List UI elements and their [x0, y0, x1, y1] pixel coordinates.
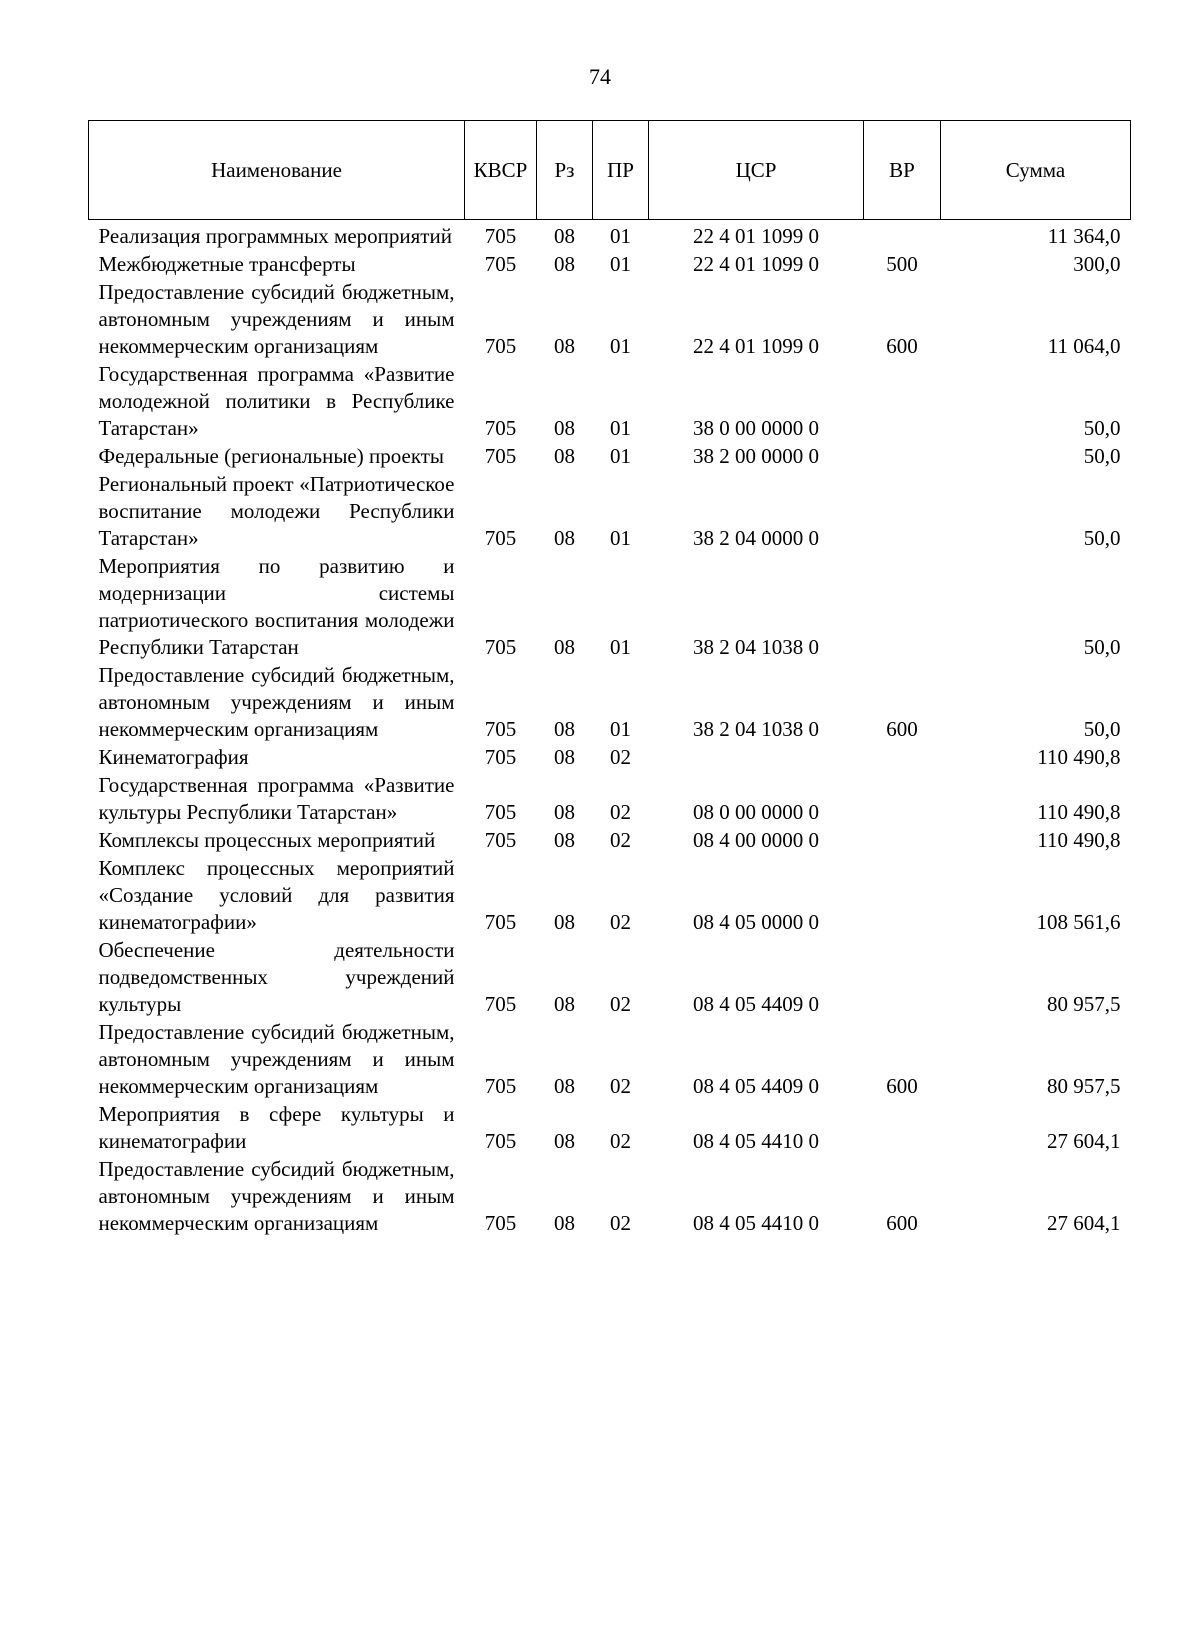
cell-rz: 08 — [554, 1074, 575, 1098]
cell-name: Мероприятия по развитию и модернизации системы патриотического воспитания молодежи Республики Татарстан — [98, 554, 455, 659]
table-row — [89, 937, 1131, 1019]
table-row — [89, 251, 1131, 279]
header-name: Наименование — [89, 121, 465, 220]
cell-pr: 01 — [610, 252, 631, 276]
cell-kvsr: 705 — [484, 1129, 517, 1153]
cell-sum: 27 604,1 — [1047, 1129, 1121, 1153]
table-row — [89, 553, 1131, 662]
cell-name: Комплексы процессных мероприятий — [98, 828, 436, 852]
header-row — [89, 121, 1131, 220]
cell-csr: 08 4 00 0000 0 — [693, 828, 819, 852]
cell-csr: 38 2 04 1038 0 — [693, 717, 819, 741]
cell-vr: 600 — [886, 334, 918, 358]
cell-pr: 02 — [610, 910, 631, 934]
cell-vr — [864, 937, 941, 1019]
cell-name: Предоставление субсидий бюджетным, автономным учреждениям и иным некоммерческим организациям — [98, 1157, 455, 1235]
cell-vr — [864, 361, 941, 443]
cell-sum: 110 490,8 — [1037, 745, 1121, 769]
cell-csr: 08 4 05 0000 0 — [693, 910, 819, 934]
cell-name: Предоставление субсидий бюджетным, автономным учреждениям и иным некоммерческим организациям — [98, 1020, 455, 1098]
cell-pr: 01 — [610, 717, 631, 741]
cell-name: Кинематография — [98, 745, 249, 769]
cell-name: Комплекс процессных мероприятий «Создание условий для развития кинематографии» — [98, 856, 455, 934]
header-pr: ПР — [593, 121, 649, 220]
cell-rz: 08 — [554, 745, 575, 769]
cell-pr: 01 — [610, 334, 631, 358]
cell-csr: 38 0 00 0000 0 — [693, 416, 819, 440]
cell-csr: 38 2 04 0000 0 — [693, 526, 819, 550]
cell-sum: 110 490,8 — [1037, 828, 1121, 852]
table-row — [89, 1156, 1131, 1238]
cell-name: Федеральные (региональные) проекты — [98, 444, 445, 468]
cell-rz: 08 — [554, 717, 575, 741]
cell-pr: 01 — [610, 526, 631, 550]
header-rz: Рз — [537, 121, 593, 220]
cell-vr — [864, 220, 941, 252]
cell-csr: 22 4 01 1099 0 — [693, 334, 819, 358]
header-kvsr: КВСР — [465, 121, 537, 220]
cell-csr: 08 0 00 0000 0 — [693, 800, 819, 824]
cell-csr: 08 4 05 4410 0 — [693, 1211, 819, 1235]
cell-kvsr: 705 — [484, 444, 517, 468]
cell-vr — [864, 471, 941, 553]
cell-pr: 01 — [610, 635, 631, 659]
cell-name: Государственная программа «Развитие культуры Республики Татарстан» — [98, 773, 455, 824]
cell-sum: 110 490,8 — [1037, 800, 1121, 824]
cell-csr: 38 2 04 1038 0 — [693, 635, 819, 659]
cell-kvsr: 705 — [484, 334, 517, 358]
cell-vr — [864, 855, 941, 937]
cell-kvsr: 705 — [484, 526, 517, 550]
cell-rz: 08 — [554, 828, 575, 852]
cell-sum: 11 364,0 — [1047, 224, 1121, 248]
cell-name: Межбюджетные трансферты — [98, 252, 356, 276]
cell-sum: 80 957,5 — [1047, 992, 1121, 1016]
table-row — [89, 662, 1131, 744]
cell-csr: 08 4 05 4409 0 — [693, 992, 819, 1016]
cell-kvsr: 705 — [484, 1211, 517, 1235]
cell-kvsr: 705 — [484, 252, 517, 276]
cell-rz: 08 — [554, 224, 575, 248]
cell-sum: 11 064,0 — [1047, 334, 1121, 358]
cell-sum: 27 604,1 — [1047, 1211, 1121, 1235]
cell-pr: 02 — [610, 800, 631, 824]
cell-vr: 500 — [886, 252, 918, 276]
cell-vr — [864, 827, 941, 855]
cell-kvsr: 705 — [484, 745, 517, 769]
cell-kvsr: 705 — [484, 992, 517, 1016]
cell-pr: 02 — [610, 992, 631, 1016]
cell-rz: 08 — [554, 526, 575, 550]
cell-vr — [864, 744, 941, 772]
table-row — [89, 1101, 1131, 1156]
cell-sum: 300,0 — [1073, 252, 1121, 276]
table-row — [89, 443, 1131, 471]
cell-kvsr: 705 — [484, 416, 517, 440]
cell-pr: 02 — [610, 1074, 631, 1098]
cell-sum: 108 561,6 — [1036, 910, 1121, 934]
cell-name: Предоставление субсидий бюджетным, автономным учреждениям и иным некоммерческим организациям — [98, 280, 455, 358]
cell-csr: 08 4 05 4410 0 — [693, 1129, 819, 1153]
header-csr: ЦСР — [649, 121, 864, 220]
cell-sum: 80 957,5 — [1047, 1074, 1121, 1098]
cell-sum: 50,0 — [1083, 717, 1121, 741]
cell-rz: 08 — [554, 635, 575, 659]
cell-csr: 22 4 01 1099 0 — [693, 224, 819, 248]
cell-rz: 08 — [554, 334, 575, 358]
cell-pr: 02 — [610, 828, 631, 852]
cell-pr: 02 — [610, 745, 631, 769]
cell-csr — [649, 744, 864, 772]
cell-rz: 08 — [554, 992, 575, 1016]
cell-kvsr: 705 — [484, 224, 517, 248]
cell-kvsr: 705 — [484, 910, 517, 934]
cell-vr — [864, 443, 941, 471]
cell-pr: 02 — [610, 1129, 631, 1153]
table-row — [89, 855, 1131, 937]
cell-kvsr: 705 — [484, 635, 517, 659]
table-row — [89, 220, 1131, 252]
cell-rz: 08 — [554, 800, 575, 824]
cell-sum: 50,0 — [1083, 444, 1121, 468]
table-header — [89, 121, 1131, 220]
cell-kvsr: 705 — [484, 800, 517, 824]
cell-sum: 50,0 — [1083, 526, 1121, 550]
cell-vr — [864, 772, 941, 827]
cell-pr: 01 — [610, 444, 631, 468]
cell-sum: 50,0 — [1083, 416, 1121, 440]
table-row — [89, 827, 1131, 855]
cell-kvsr: 705 — [484, 717, 517, 741]
budget-table — [88, 120, 1131, 1238]
cell-sum: 50,0 — [1083, 635, 1121, 659]
page-number: 74 — [589, 64, 611, 89]
cell-name: Предоставление субсидий бюджетным, автономным учреждениям и иным некоммерческим организациям — [98, 663, 455, 741]
header-sum: Сумма — [941, 121, 1131, 220]
cell-pr: 01 — [610, 416, 631, 440]
cell-name: Реализация программных мероприятий — [98, 224, 452, 248]
cell-rz: 08 — [554, 1211, 575, 1235]
table-row — [89, 471, 1131, 553]
cell-vr: 600 — [886, 1211, 918, 1235]
table-row — [89, 744, 1131, 772]
cell-csr: 22 4 01 1099 0 — [693, 252, 819, 276]
cell-csr: 08 4 05 4409 0 — [693, 1074, 819, 1098]
cell-vr — [864, 1101, 941, 1156]
cell-pr: 01 — [610, 224, 631, 248]
cell-vr: 600 — [886, 717, 918, 741]
cell-csr: 38 2 00 0000 0 — [693, 444, 819, 468]
cell-name: Обеспечение деятельности подведомственных учреждений культуры — [98, 938, 455, 1016]
cell-rz: 08 — [554, 416, 575, 440]
cell-rz: 08 — [554, 1129, 575, 1153]
table-row — [89, 361, 1131, 443]
cell-rz: 08 — [554, 444, 575, 468]
cell-name: Региональный проект «Патриотическое воспитание молодежи Республики Татарстан» — [98, 472, 455, 550]
cell-name: Государственная программа «Развитие молодежной политики в Республике Татарстан» — [98, 362, 455, 440]
cell-rz: 08 — [554, 910, 575, 934]
cell-pr: 02 — [610, 1211, 631, 1235]
cell-name: Мероприятия в сфере культуры и кинематографии — [98, 1102, 455, 1153]
header-vr: ВР — [864, 121, 941, 220]
cell-vr: 600 — [886, 1074, 918, 1098]
table-row — [89, 1019, 1131, 1101]
cell-rz: 08 — [554, 252, 575, 276]
table-body — [89, 220, 1131, 1239]
table-row — [89, 772, 1131, 827]
cell-kvsr: 705 — [484, 1074, 517, 1098]
table-row — [89, 279, 1131, 361]
cell-kvsr: 705 — [484, 828, 517, 852]
cell-vr — [864, 553, 941, 662]
